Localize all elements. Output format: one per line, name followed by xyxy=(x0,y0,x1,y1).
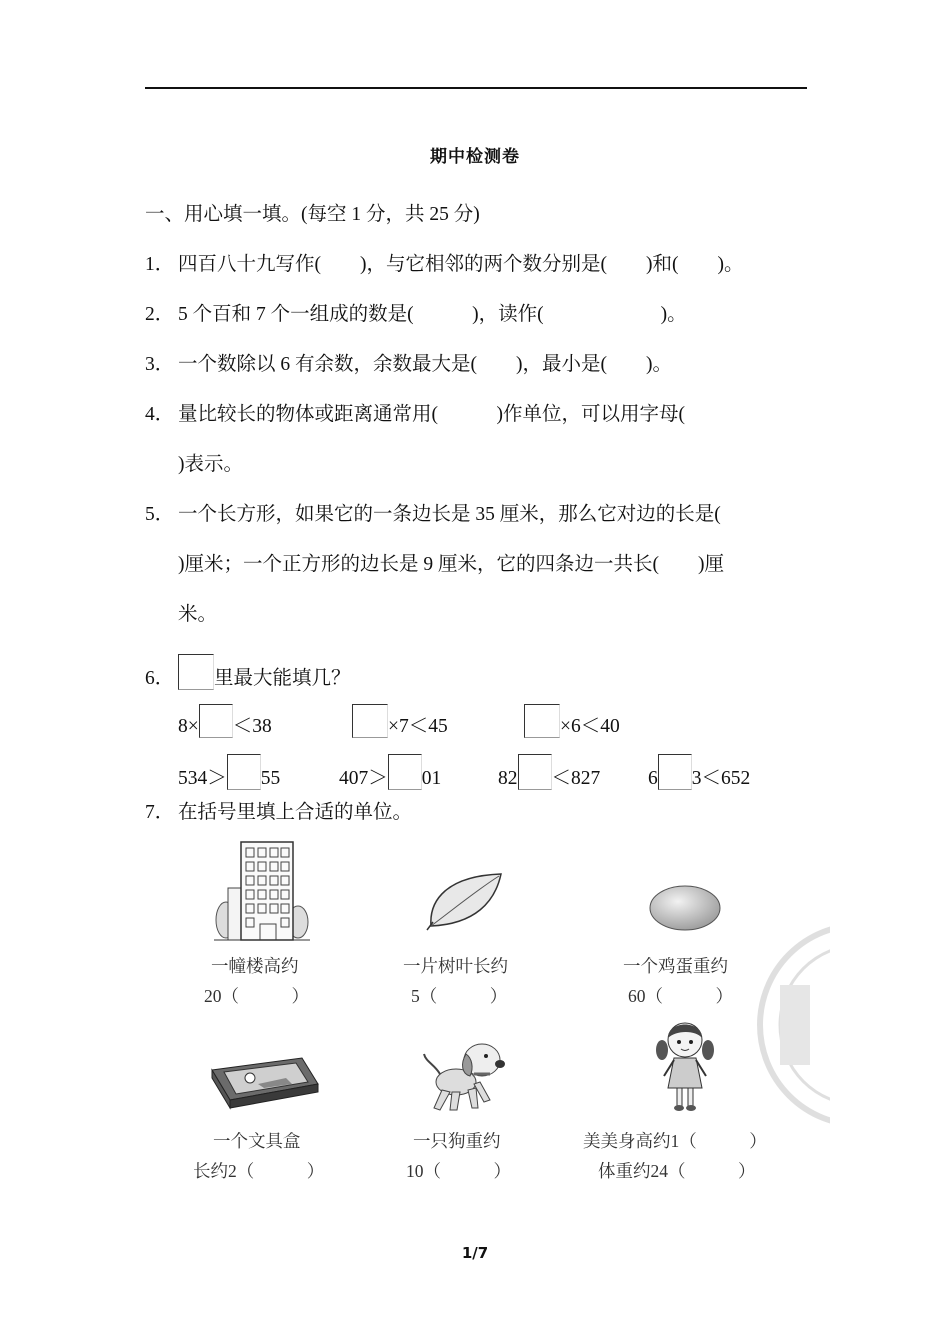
question-text: 量比较长的物体或距离通常用( )作单位，可以用字母( xyxy=(178,404,685,425)
question-text: 四百八十九写作( )，与它相邻的两个数分别是( )和( )。 xyxy=(178,254,744,275)
item-label: 一幢楼高约 xyxy=(211,956,299,976)
expr-left: 6 xyxy=(648,768,658,789)
watermark-seal-icon xyxy=(750,915,830,1135)
question-5-cont: )厘米；一个正方形的边长是 9 厘米，它的四条边一共长( )厘 xyxy=(178,554,724,575)
item-label: 一个文具盒 xyxy=(213,1131,301,1151)
question-7 xyxy=(145,800,412,826)
answer-box[interactable] xyxy=(388,754,422,790)
expr-right: 55 xyxy=(260,768,281,789)
item-label: 一片树叶长约 xyxy=(403,956,508,976)
question-4 xyxy=(145,402,685,428)
expr-right: 3＜652 xyxy=(691,768,751,789)
question-text: 在括号里填上合适的单位。 xyxy=(178,802,413,823)
question-text: 里最大能填几？ xyxy=(214,668,351,689)
question-number: 7． xyxy=(145,802,175,823)
pencil-box-icon xyxy=(208,1054,320,1110)
answer-box[interactable] xyxy=(658,754,692,790)
header-rule xyxy=(145,87,807,89)
expr-right: ＜827 xyxy=(551,768,601,789)
answer-box[interactable] xyxy=(199,704,233,738)
q6-item xyxy=(339,754,441,792)
expr-left: 407＞ xyxy=(339,768,388,789)
answer-box[interactable] xyxy=(178,654,214,690)
question-number: 4． xyxy=(145,404,175,425)
question-6 xyxy=(145,654,351,692)
question-text: 一个长方形，如果它的一条边长是 35 厘米，那么它对边的长是( xyxy=(178,504,721,525)
question-5 xyxy=(145,502,721,528)
item-label: 一个鸡蛋重约 xyxy=(623,956,728,976)
expr-right: 01 xyxy=(421,768,442,789)
question-5-cont2: 米。 xyxy=(178,604,218,625)
question-number: 1． xyxy=(145,254,175,275)
item-label: 美美身高约1（ ） xyxy=(583,1131,767,1151)
answer-box[interactable] xyxy=(518,754,552,790)
expr-right: ＜38 xyxy=(232,716,272,737)
item-value: 5（ ） xyxy=(411,986,508,1006)
girl-icon xyxy=(654,1014,716,1114)
answer-box[interactable] xyxy=(227,754,261,790)
item-value: 20（ ） xyxy=(204,986,309,1006)
question-number: 6． xyxy=(145,668,175,689)
item-value: 长约2（ ） xyxy=(193,1161,325,1181)
egg-icon xyxy=(648,884,722,932)
q6-item xyxy=(352,704,448,740)
answer-box[interactable] xyxy=(352,704,388,738)
q6-item xyxy=(524,704,620,740)
question-number: 3． xyxy=(145,354,175,375)
answer-box[interactable] xyxy=(524,704,560,738)
item-value: 60（ ） xyxy=(628,986,733,1006)
page-title: 期中检测卷 xyxy=(430,147,520,167)
item-label: 一只狗重约 xyxy=(413,1131,501,1151)
expr-left: 82 xyxy=(498,768,518,789)
question-3 xyxy=(145,352,672,378)
q6-item xyxy=(178,704,272,740)
q6-item xyxy=(178,754,280,792)
question-text: 5 个百和 7 个一组成的数是( )，读作( )。 xyxy=(178,304,687,325)
expr-right: ×7＜45 xyxy=(388,716,448,737)
item-value: 10（ ） xyxy=(406,1161,511,1181)
question-2 xyxy=(145,302,687,328)
q6-item xyxy=(648,754,750,792)
section-heading: 一、用心填一填。(每空 1 分，共 25 分) xyxy=(145,204,480,225)
question-number: 2． xyxy=(145,304,175,325)
question-4-cont: )表示。 xyxy=(178,454,243,475)
expr-right: ×6＜40 xyxy=(560,716,620,737)
leaf-icon xyxy=(425,870,505,932)
expr-left: 534＞ xyxy=(178,768,227,789)
question-text: 一个数除以 6 有余数，余数最大是( )，最小是( )。 xyxy=(178,354,672,375)
q6-item xyxy=(498,754,600,792)
expr-left: 8× xyxy=(178,716,199,737)
building-icon xyxy=(214,840,310,942)
question-number: 5． xyxy=(145,504,175,525)
dog-icon xyxy=(420,1034,506,1114)
item-value: 体重约24（ ） xyxy=(598,1161,756,1181)
question-1 xyxy=(145,252,743,278)
page-number: 1/7 xyxy=(461,1244,489,1262)
